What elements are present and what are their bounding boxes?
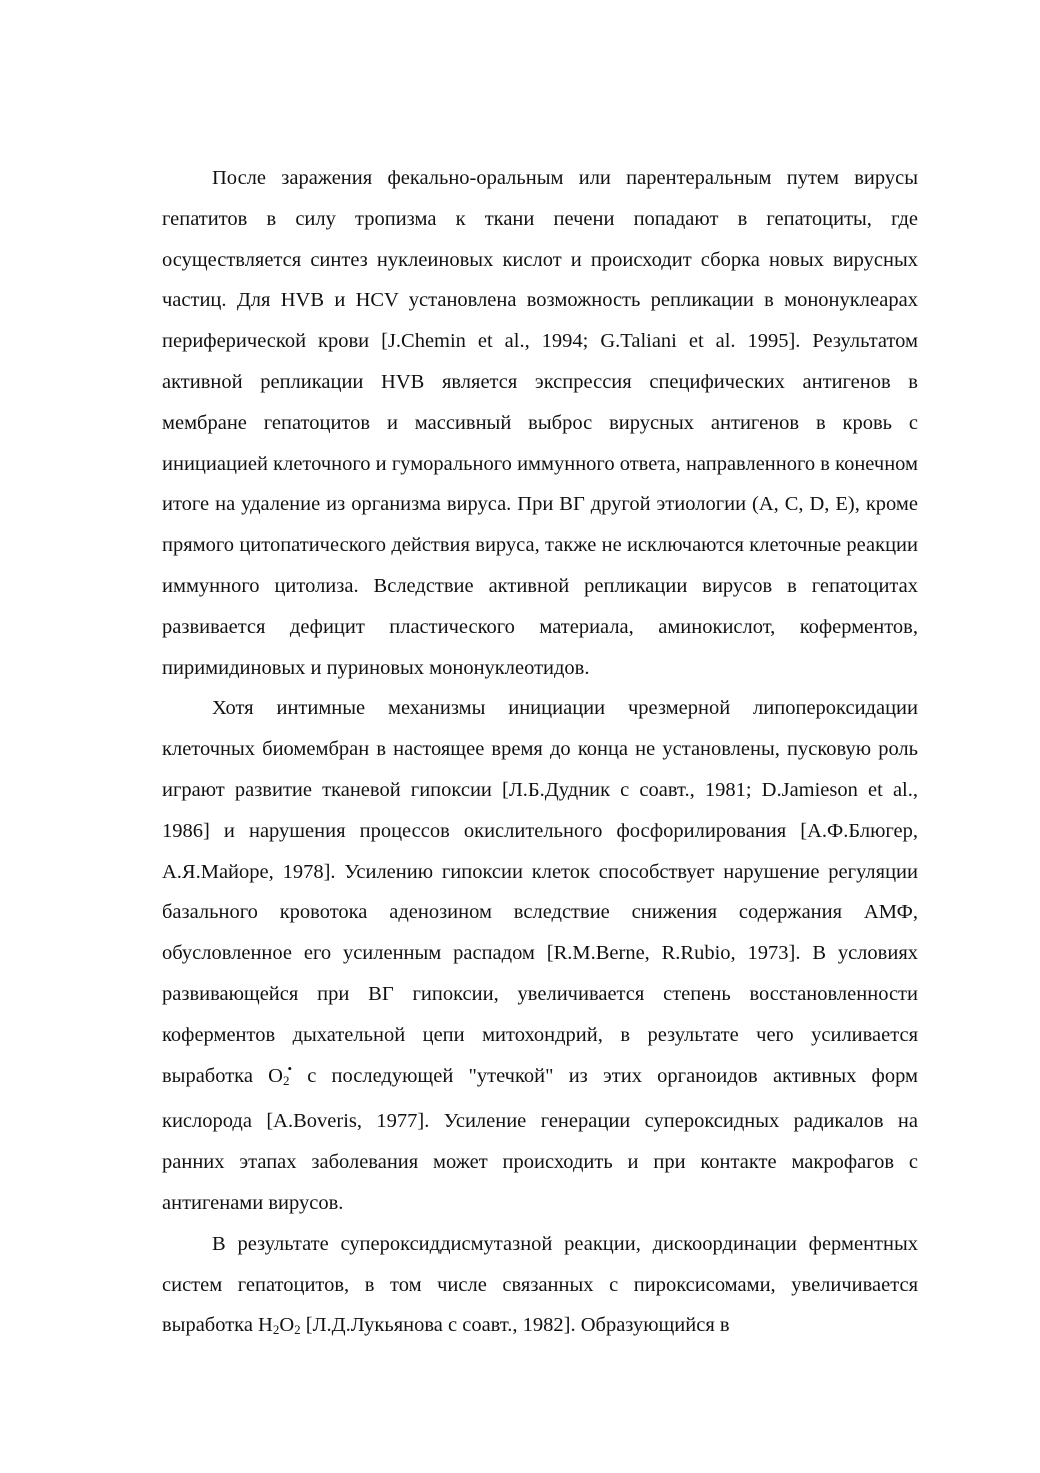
paragraph-text-after: [Л.Д.Лукьянова с соавт., 1982]. Образующийся в bbox=[300, 1314, 730, 1337]
formula-base: O bbox=[268, 1064, 283, 1087]
formula-h: H bbox=[258, 1314, 273, 1337]
paragraph-text-before: Хотя интимные механизмы инициации чрезмерной липопероксидации клеточных биомембран в настоящее время до конца не установлены, пусковую роль играют развитие тканевой гипоксии [Л.Б.Дудник с соавт., 1981; D.Jamieson et al., 1986] и нарушения процессов окислительного фосфорилирования [А.Ф.Блюгер, А.Я.Майоре, 1978]. Усилению гипоксии клеток способствует нарушение регуляции базального кровотока аденозином вследствие снижения содержания АМФ, обусловленное его усиленным распадом [R.M.Berne, R.Rubio, 1973]. В условиях развивающейся при ВГ гипоксии, увеличивается степень восстановленности коферментов дыхательной цепи митохондрий, в результате чего усиливается выработка bbox=[162, 697, 918, 1087]
formula-h-subscript: 2 bbox=[272, 1322, 280, 1338]
paragraph-text: После заражения фекально-оральным или парентеральным путем вирусы гепатитов в силу тропизма к ткани печени попадают в гепатоциты, где осуществляется синтез нуклеиновых кислот и происходит сборка новых вирусных частиц. Для HVB и HCV установлена возможность репликации в мононуклеарах периферической крови [J.Chemin et al., 1994; G.Taliani et al. 1995]. Результатом активной репликации HVB является экспрессия специфических антигенов в мембране гепатоцитов и массивный выброс вирусных антигенов в кровь с инициацией клеточного и гуморального иммунного ответа, направленного в конечном итоге на удаление из организма вируса. При ВГ другой этиологии (A, C, D, E), кроме прямого цитопатического действия вируса, также не исключаются клеточные реакции иммунного цитолиза. Вследствие активной репликации вирусов в гепатоцитах развивается дефицит пластического материала, аминокислот, коферментов, пиримидиновых и пуриновых мононуклеотидов. bbox=[162, 167, 918, 679]
paragraph-text-after: с последующей "утечкой" из этих органоидов активных форм кислорода [A.Boveris, 1977]. Усиление генерации супероксидных радикалов на ранних этапах заболевания может происходить и при контакте макрофагов с антигенами вирусов. bbox=[162, 1064, 918, 1214]
document-body bbox=[162, 158, 918, 1351]
formula-o: O bbox=[279, 1314, 295, 1337]
hydrogen-peroxide-formula bbox=[258, 1314, 301, 1336]
formula-o-subscript: 2 bbox=[294, 1322, 301, 1338]
formula-subscript: 2 bbox=[282, 1072, 290, 1088]
radical-dot-mark: • bbox=[287, 1060, 293, 1076]
superoxide-formula bbox=[268, 1060, 293, 1088]
paragraph-lipid-peroxidation bbox=[162, 688, 918, 1223]
paragraph-superoxide-dismutase bbox=[162, 1224, 918, 1351]
paragraph-text-before: В результате супероксиддисмутазной реакции, дискоординации ферментных систем гепатоцитов, в том числе связанных с пироксисомами, увеличивается выработка bbox=[162, 1232, 918, 1337]
paragraph-virus-replication bbox=[162, 158, 918, 688]
